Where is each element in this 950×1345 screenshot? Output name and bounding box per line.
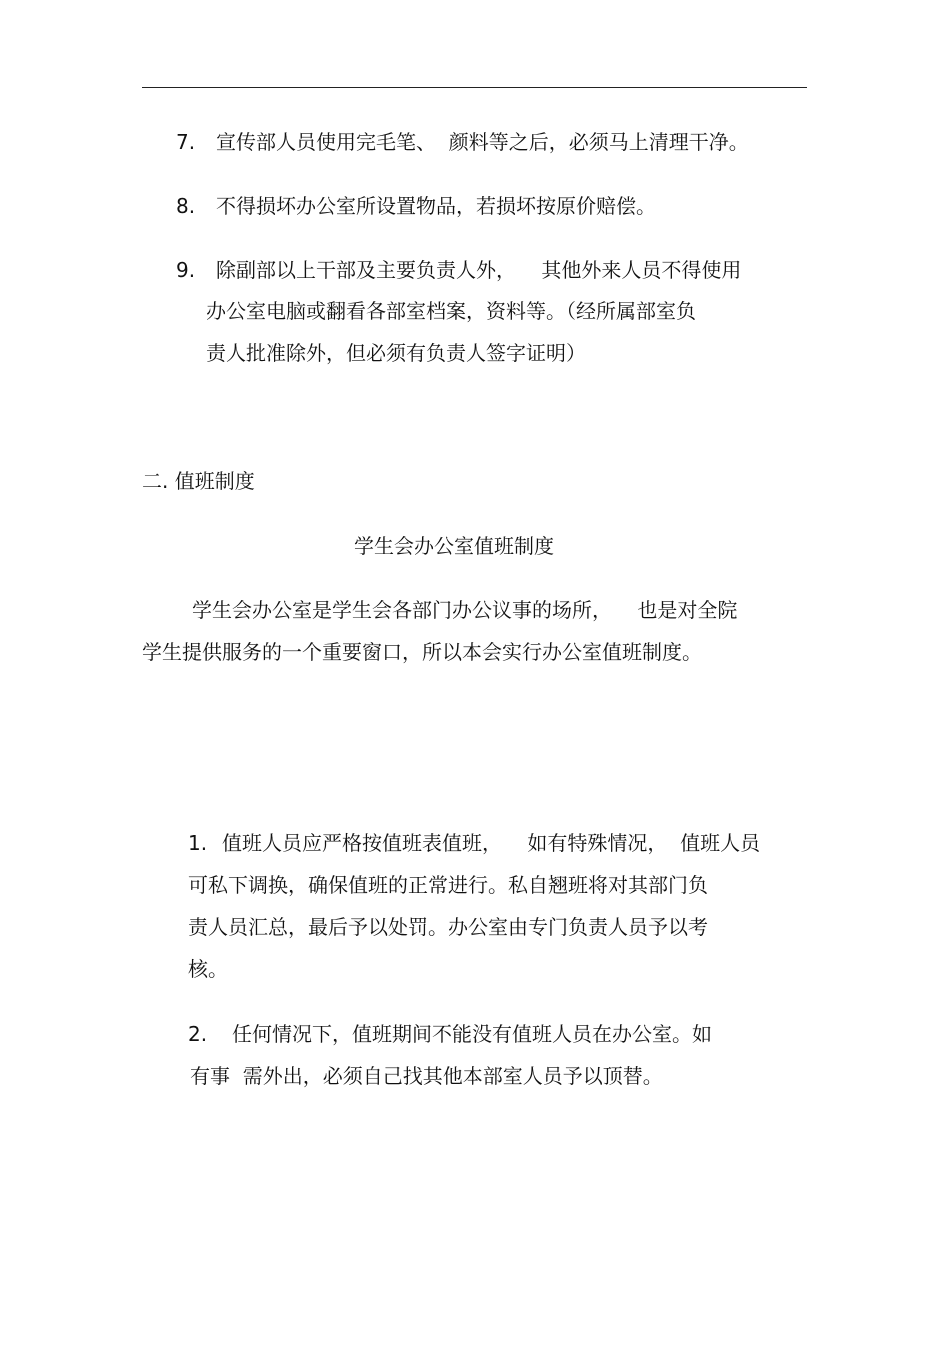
list-item-text: 办公室电脑或翻看各部室档案，资料等。（经所属部室负 [206,299,696,323]
list-item-text: 除副部以上干部及主要负责人外， 其他外来人员不得使用 [216,258,742,282]
list-item-text: 不得损坏办公室所设置物品，若损坏按原价赔偿。 [216,194,656,218]
list-item-number: 7. [176,130,196,154]
header-rule [142,87,807,88]
list-item-text: 宣传部人员使用完毛笔、 颜料等之后，必须马上清理干净。 [216,130,749,154]
rule-item-number: 1. [188,831,208,855]
list-item-number: 8. [176,194,196,218]
rule-item-text: 核。 [188,957,228,981]
rule-item-text: 责人员汇总，最后予以处罚。办公室由专门负责人员予以考 [188,915,708,939]
paragraph-line: 学生会办公室是学生会各部门办公议事的场所， 也是对全院 [192,598,738,622]
rule-item-text: 任何情况下，值班期间不能没有值班人员在办公室。如 [232,1022,712,1046]
list-item-number: 9. [176,258,196,282]
document-title: 学生会办公室值班制度 [354,534,554,558]
section-heading: 二. 值班制度 [142,469,255,493]
paragraph-line: 学生提供服务的一个重要窗口，所以本会实行办公室值班制度。 [142,640,702,664]
list-item-text: 责人批准除外，但必须有负责人签字证明） [206,341,586,365]
rule-item-text: 有事 需外出，必须自己找其他本部室人员予以顶替。 [190,1064,663,1088]
rule-item-text: 值班人员应严格按值班表值班， 如有特殊情况， 值班人员 [222,831,761,855]
rule-item-number: 2. [188,1022,208,1046]
rule-item-text: 可私下调换，确保值班的正常进行。私自翘班将对其部门负 [188,873,708,897]
